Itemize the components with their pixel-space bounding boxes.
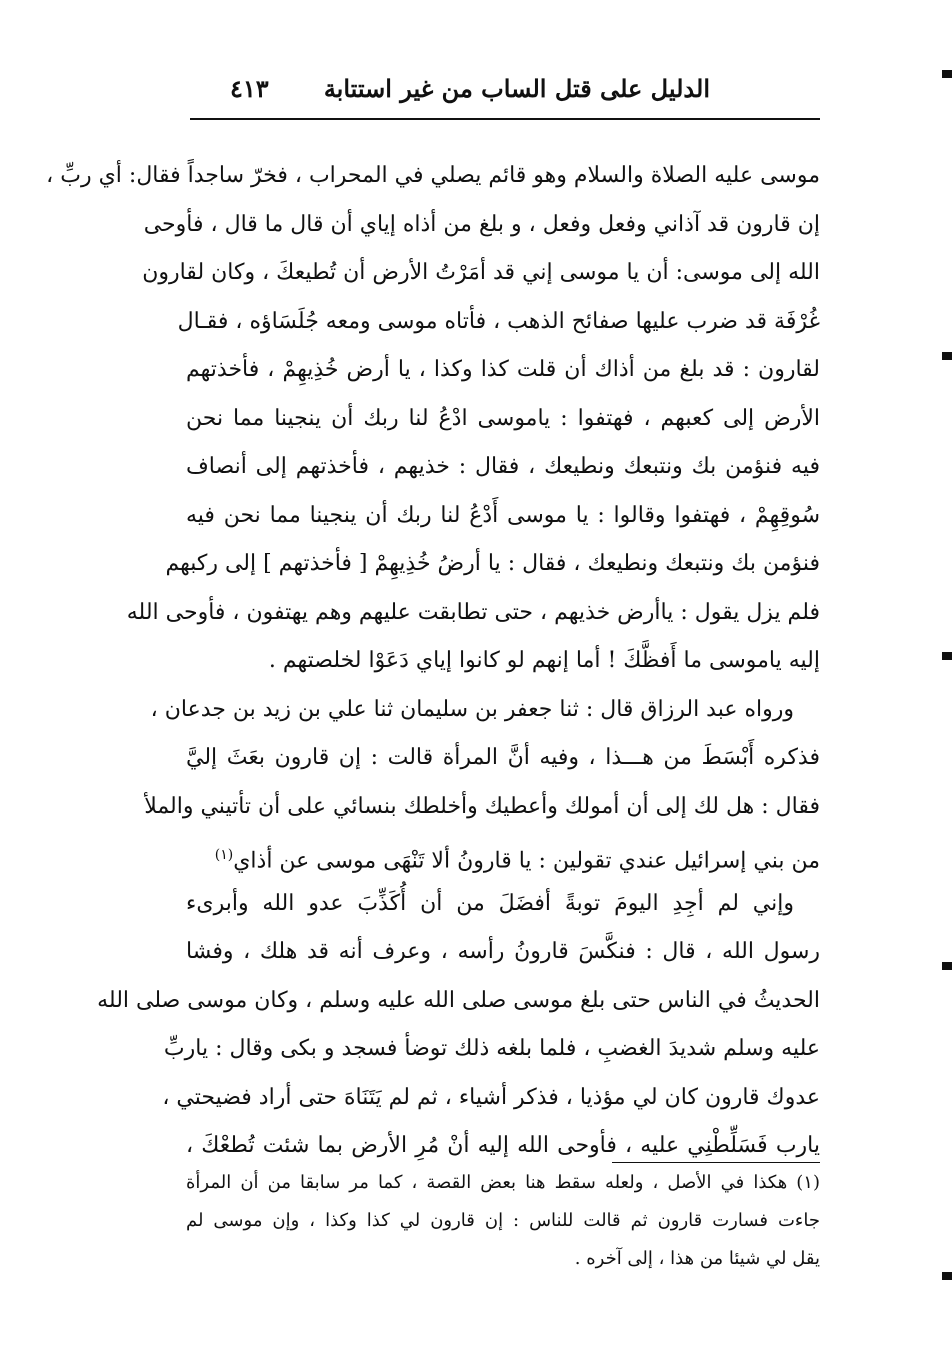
text-line: موسى عليه الصلاة والسلام وهو قائم يصلي في المحراب ، فخرّ ساجداً فقال: أي ربِّ ،: [46, 163, 820, 188]
scan-edge-mark: [942, 652, 952, 660]
text-line: فيه فنؤمن بك ونتبعك ونطيعك ، فقال : خذيهم ، فأخذتهم إلى أنصاف: [186, 454, 820, 479]
text-line: فقال : هل لك إلى أن أمولك وأعطيك وأخلطك بنسائي على أن تأتيني والملأ: [144, 793, 820, 819]
text-line: وإني لم أجِدِ اليومَ توبةً أفضَلَ من أن أُكَذِّبَ عدو الله وأبرىء: [186, 890, 794, 916]
text-line: فذكره أَبْسَطَ من هـــذا ، وفيه أنَّ المرأة قالت : إن قارون بعَثَ إليَّ: [186, 745, 820, 770]
text-line: لقارون : قد بلغ من أذاك أن قلت كذا وكذا ، يا أرض خُذِيهِمْ ، فأخذتهم: [186, 357, 820, 382]
text-line: ورواه عبد الرزاق قال : ثنا جعفر بن سليمان ثنا علي بن زيد بن جدعان ،: [150, 696, 794, 722]
text-line: إليه ياموسى ما أَفظَّكَ ! أما إنهم لو كانوا إياي دَعَوْا لخلصتهم .: [268, 648, 820, 673]
footnote-rule: [612, 1162, 820, 1163]
footnote-line: يقل لي شيئا من هذا ، إلى آخره .: [574, 1248, 820, 1269]
text-line: سُوقِهِمْ ، فهتفوا وقالوا : يا موسى أَدْعُ لنا ربك أن ينجينا مما نحن فيه: [186, 502, 820, 528]
text-line-content: من بني إسرائيل عندي تقولين : يا قارونُ ألا تَنْهَى موسى عن أذاي: [233, 848, 820, 874]
text-line: [186, 831, 820, 880]
text-line: رسول الله ، قال : فنكَّسَ قارونُ رأسه ، وعرف أنه قد هلك ، وفشا: [186, 939, 820, 964]
running-title: الدليل على قتل الساب من غير استتابة: [323, 74, 710, 103]
text-line: يارب فَسَلِّطْنِي عليه ، فأوحى الله إليه أنْ مُرِ الأرض بما شئت تُطعْكَ ،: [186, 1133, 820, 1158]
header-rule: [190, 118, 820, 120]
running-header: [190, 68, 820, 116]
text-line: الله إلى موسى: أن يا موسى إني قد أمَرْتُ الأرض أن تُطيعكَ ، وكان لقارون: [142, 260, 820, 285]
scan-edge-mark: [942, 962, 952, 970]
footnote-line: جاءت فسارت قارون ثم قالت للناس : إن قارون لي كذا وكذا ، وإن موسى لم: [186, 1210, 820, 1231]
footnote-marker: (١): [214, 847, 234, 863]
scan-edge-mark: [942, 70, 952, 78]
scan-edge-mark: [942, 1272, 952, 1280]
footnotes: [186, 1164, 820, 1278]
text-line: عليه وسلم شديدَ الغضبِ ، فلما بلغه ذلك توضأ فسجد و بكى وقال : ياربِّ: [163, 1036, 820, 1061]
scan-edge-mark: [942, 352, 952, 360]
text-line: غُرْفَة قد ضرب عليها صفائح الذهب ، فأتاه موسى ومعه جُلَسَاؤه ، فقـال: [177, 308, 820, 334]
footnote-line: (١) هكذا في الأصل ، ولعله سقط هنا بعض القصة ، كما مر سابقا من أن المرأة: [186, 1172, 820, 1193]
text-line: الحديثُ في الناس حتى بلغ موسى صلى الله عليه وسلم ، وكان موسى صلى الله: [97, 987, 820, 1013]
main-text: [46, 152, 820, 1171]
text-line: عدوك قارون كان لي مؤذيا ، فذكر أشياء ، ثم لم يَتَنَاهَ حتى أراد فضيحتي ،: [162, 1084, 820, 1110]
text-line: فلم يزل يقول : ياأرض خذيهم ، حتى تطابقت عليهم وهم يهتفون ، فأوحى الله: [126, 599, 820, 625]
text-line: إن قارون قد آذاني وفعل وفعل ، و بلغ من أذاه إياي أن قال ما قال ، فأوحى: [143, 211, 820, 237]
text-line: فنؤمن بك ونتبعك ونطيعك ، فقال : يا أرضُ خُذِيهِمْ [ فأخذتهم ] إلى ركبهم: [165, 551, 820, 576]
page-number: ٤١٣: [230, 74, 269, 103]
text-line: الأرض إلى كعبهم ، فهتفوا : ياموسى ادْعُ لنا ربك أن ينجينا مما نحن: [186, 405, 820, 431]
